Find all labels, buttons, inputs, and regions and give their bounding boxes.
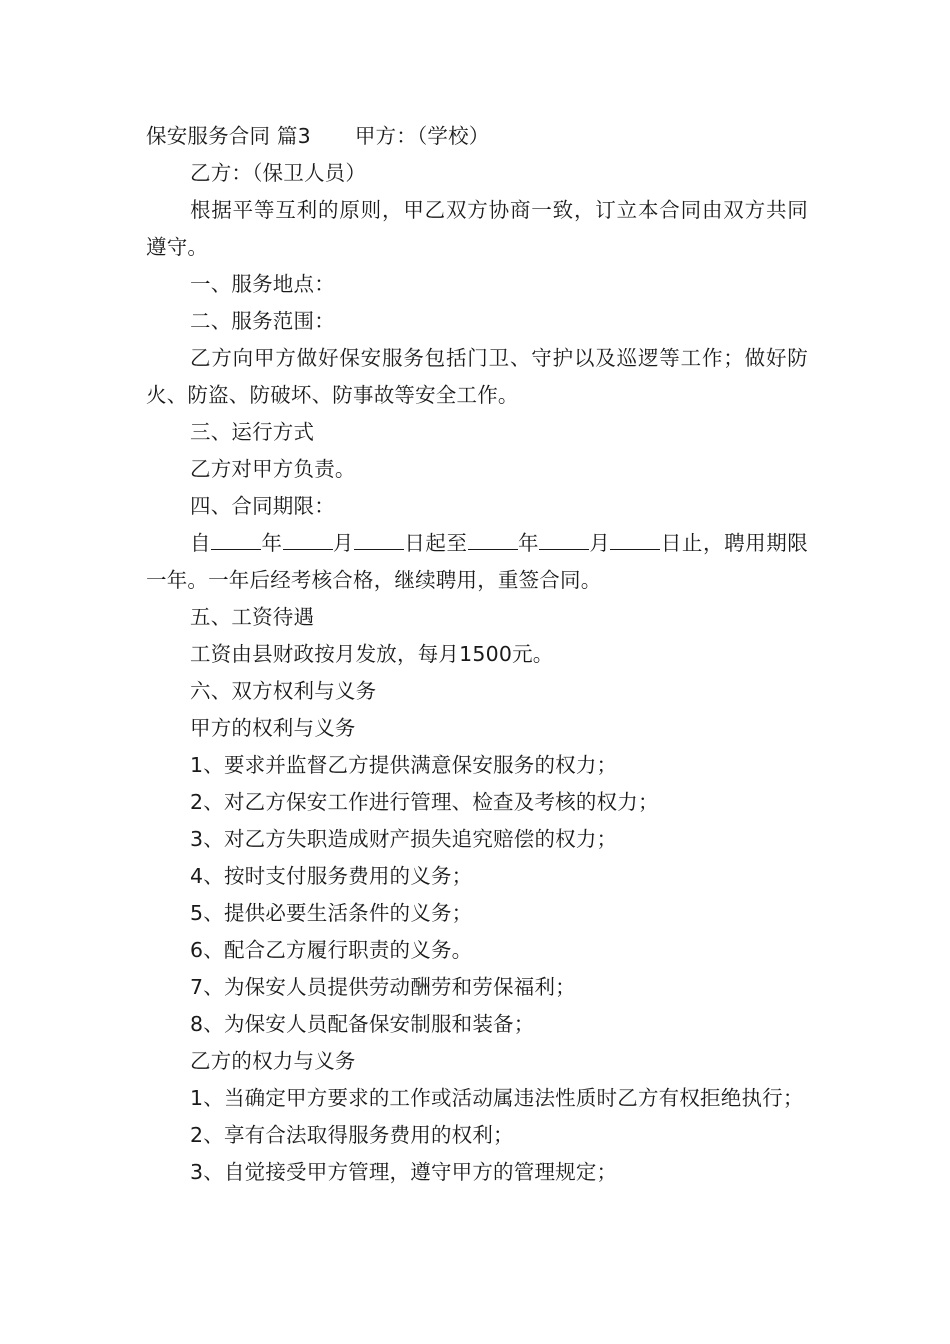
blank-start-day (354, 531, 404, 550)
term-end-year-label: 年 (517, 531, 540, 555)
section-5-title: 五、工资待遇 (190, 605, 315, 629)
list-item: 3、对乙方失职造成财产损失追究赔偿的权力； (190, 827, 618, 851)
term-month-label: 月 (332, 531, 354, 555)
list-item: 8、为保安人员配备保安制服和装备； (190, 1012, 535, 1036)
list-item: 2、对乙方保安工作进行管理、检查及考核的权力； (190, 790, 659, 814)
list-item: 1、要求并监督乙方提供满意保安服务的权力； (190, 753, 618, 777)
intro-paragraph: 根据平等互利的原则，甲乙双方协商一致，订立本合同由双方共同遵守。 (146, 198, 808, 259)
blank-end-month (539, 531, 589, 550)
section-4-title: 四、合同期限： (190, 494, 335, 518)
list-item: 2、享有合法取得服务费用的权利； (190, 1123, 514, 1147)
term-year-label: 年 (261, 531, 283, 555)
list-item: 6、配合乙方履行职责的义务。 (190, 938, 473, 962)
blank-end-day (610, 531, 660, 550)
document-body (146, 118, 808, 1191)
section-2-title: 二、服务范围： (190, 309, 335, 333)
section-3-body: 乙方对甲方负责。 (190, 457, 356, 481)
contract-title: 保安服务合同 篇3 (146, 124, 311, 148)
section-2-body: 乙方向甲方做好保安服务包括门卫、守护以及巡逻等工作；做好防火、防盗、防破坏、防事故等安全工作。 (146, 346, 808, 407)
blank-start-month (283, 531, 333, 550)
party-a: 甲方：（学校） (354, 124, 490, 148)
party-b-rights-title: 乙方的权力与义务 (190, 1049, 356, 1073)
list-item: 7、为保安人员提供劳动酬劳和劳保福利； (190, 975, 576, 999)
list-item: 5、提供必要生活条件的义务； (190, 901, 473, 925)
section-5-body: 工资由县财政按月发放，每月1500元。 (190, 642, 554, 666)
term-day-start-label: 日起至 (403, 531, 468, 555)
heading-line (146, 118, 808, 155)
party-b: 乙方：（保卫人员） (190, 161, 367, 185)
section-1-title: 一、服务地点： (190, 272, 335, 296)
section-3-title: 三、运行方式 (190, 420, 315, 444)
list-item: 1、当确定甲方要求的工作或活动属违法性质时乙方有权拒绝执行； (190, 1086, 804, 1110)
blank-end-year (468, 531, 518, 550)
list-item: 4、按时支付服务费用的义务； (190, 864, 473, 888)
blank-start-year (211, 531, 261, 550)
list-item: 3、自觉接受甲方管理，遵守甲方的管理规定； (190, 1160, 618, 1184)
term-paragraph (146, 525, 808, 599)
term-end-month-label: 月 (589, 531, 611, 555)
section-6-title: 六、双方权利与义务 (190, 679, 377, 703)
term-day-end-text: 日止，聘用期限一年。一年后经考核合格，继续聘用，重签合同。 (146, 531, 808, 592)
term-from: 自 (190, 531, 212, 555)
party-a-rights-title: 甲方的权利与义务 (190, 716, 356, 740)
